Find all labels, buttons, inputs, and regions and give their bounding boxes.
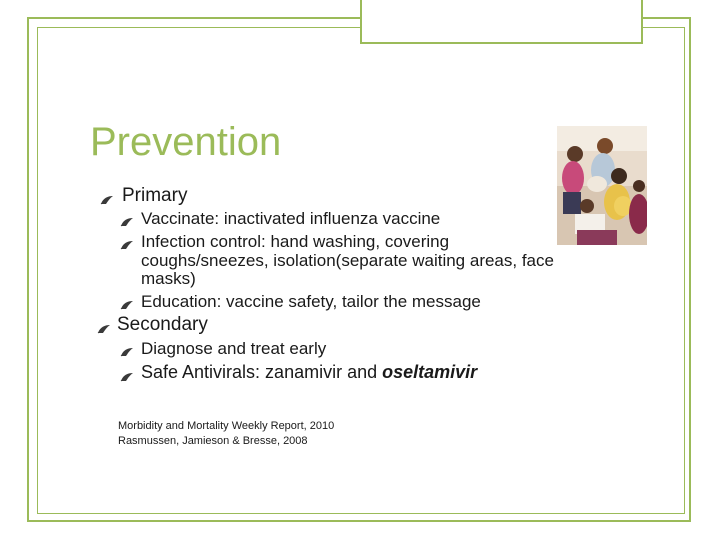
ornament-leaf-icon	[100, 190, 114, 212]
bullet-antivirals	[120, 362, 478, 383]
ornament-leaf-icon	[97, 319, 111, 341]
bullet-primary	[100, 185, 188, 207]
bullet-primary-text: Primary	[122, 185, 188, 206]
bullet-diagnose-text: Diagnose and treat early	[141, 339, 327, 358]
bullet-secondary-text: Secondary	[117, 314, 208, 335]
bullet-antivirals-text: Safe Antivirals: zanamivir and	[141, 362, 383, 382]
bullet-antivirals-emphasis: oseltamivir	[382, 362, 478, 382]
ornament-leaf-icon	[120, 236, 134, 256]
bullet-infection-control-continuation: coughs/sneezes, isolation(separate waiting areas, face masks)	[141, 251, 554, 288]
ornament-leaf-icon	[120, 213, 134, 233]
bullet-education-text: Education: vaccine safety, tailor the message	[141, 292, 481, 311]
references	[118, 419, 334, 449]
ornament-leaf-icon	[120, 367, 134, 388]
bullet-infection-control-text: Infection control: hand washing, covering	[141, 232, 450, 251]
bullet-education	[120, 292, 481, 312]
bullet-vaccinate	[120, 209, 441, 229]
ornament-leaf-icon	[120, 343, 134, 363]
bullet-diagnose	[120, 339, 327, 359]
bullet-antivirals-line	[141, 362, 477, 382]
reference-1: Morbidity and Mortality Weekly Report, 2010	[118, 420, 335, 432]
pregnant-women-waiting-room-photo	[557, 126, 647, 245]
ornament-leaf-icon	[120, 296, 134, 316]
reference-2: Rasmussen, Jamieson & Bresse, 2008	[118, 435, 308, 447]
bullet-infection-control	[120, 232, 450, 252]
bullet-vaccinate-text: Vaccinate: inactivated influenza vaccine	[141, 209, 441, 228]
slide-top-tab	[360, 0, 643, 44]
bullet-secondary	[97, 314, 208, 336]
slide-title: Prevention	[90, 120, 282, 164]
